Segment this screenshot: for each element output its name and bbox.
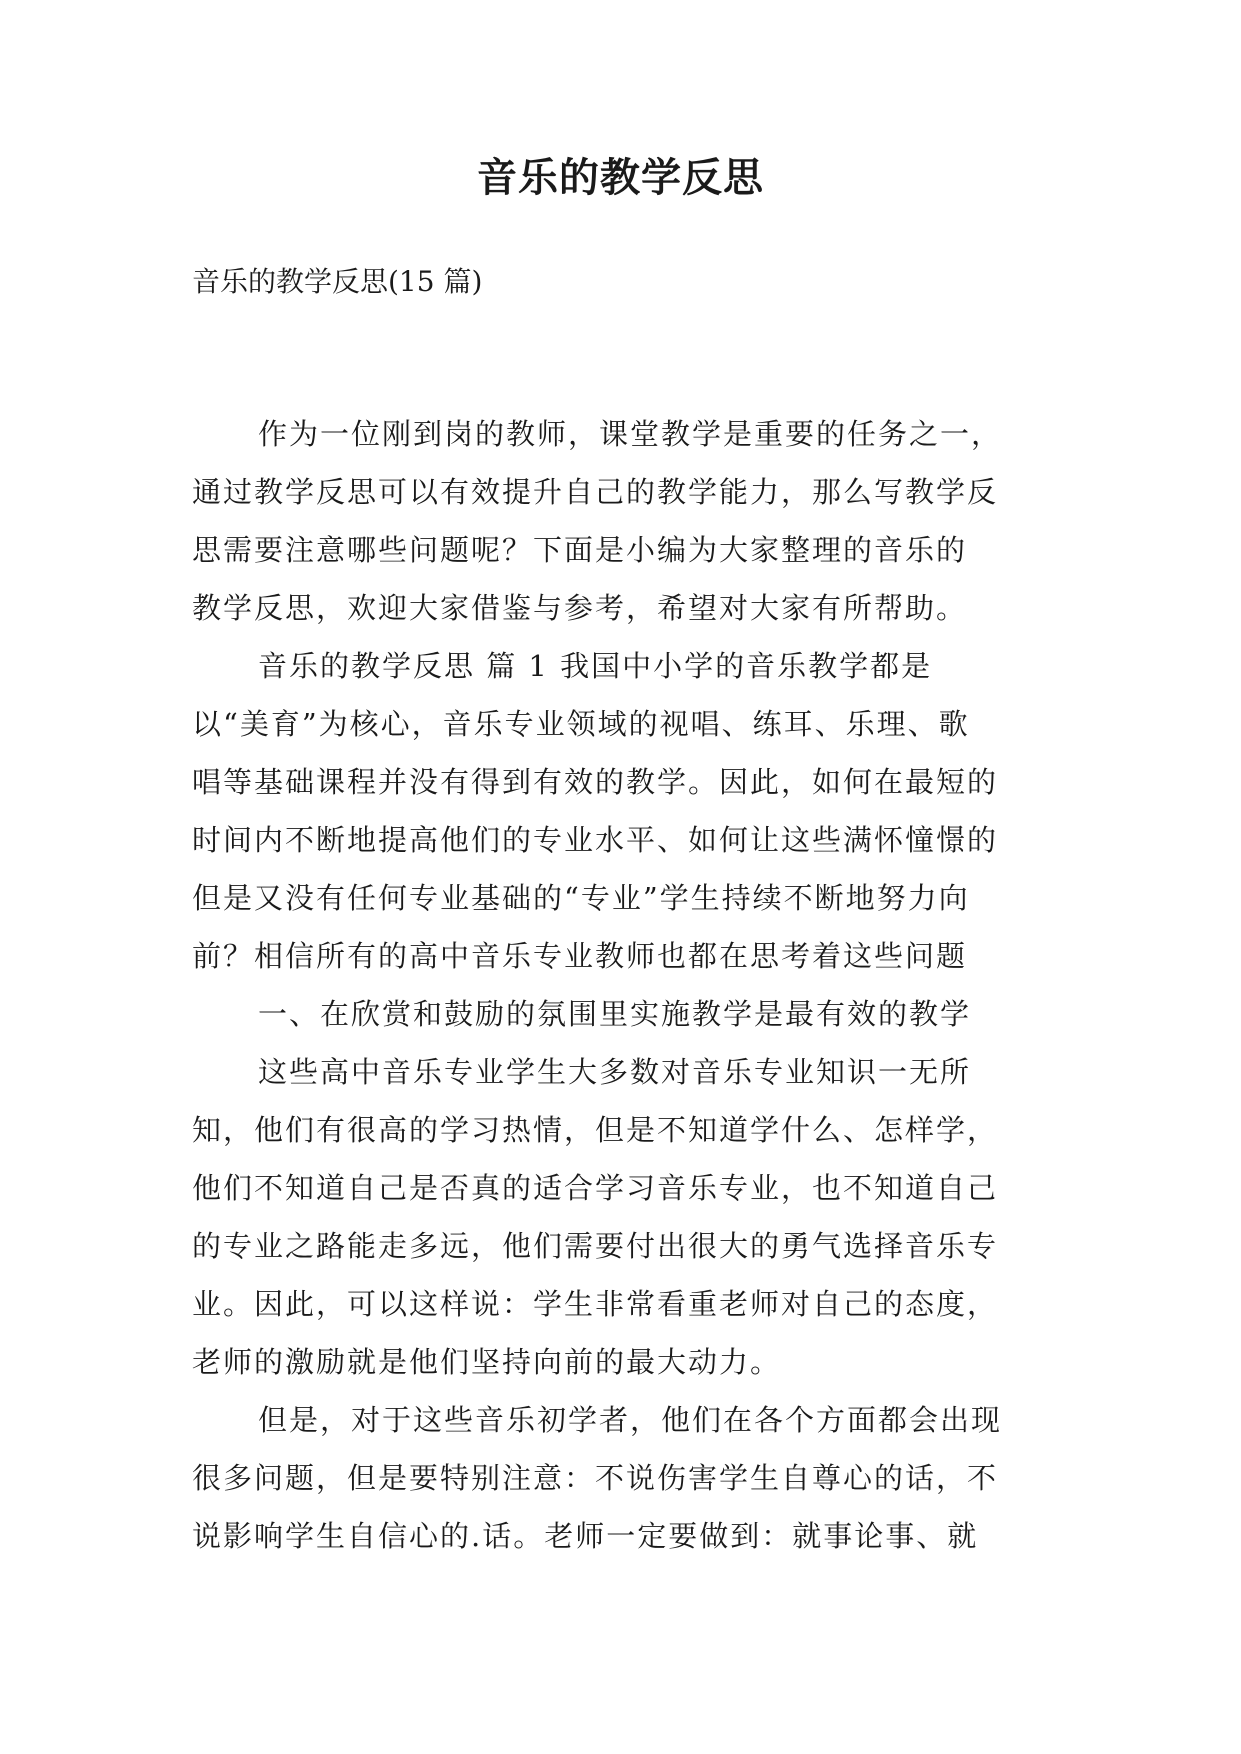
body-line: 很多问题，但是要特别注意：不说伤害学生自尊心的话，不 (192, 1461, 999, 1495)
body-line: 这些高中音乐专业学生大多数对音乐专业知识一无所 (258, 1055, 972, 1089)
body-line: 音乐的教学反思 篇 1 我国中小学的音乐教学都是 (258, 649, 933, 683)
body-line: 前？相信所有的高中音乐专业教师也都在思考着这些问题 (192, 939, 968, 973)
body-line: 作为一位刚到岗的教师，课堂教学是重要的任务之一， (258, 417, 1003, 451)
body-line: 时间内不断地提高他们的专业水平、如何让这些满怀憧憬的 (192, 823, 999, 857)
body-line: 业。因此，可以这样说：学生非常看重老师对自己的态度， (192, 1287, 999, 1321)
body-line: 知，他们有很高的学习热情，但是不知道学什么、怎样学， (192, 1113, 999, 1147)
body-line: 他们不知道自己是否真的适合学习音乐专业，也不知道自己 (192, 1171, 999, 1205)
body-line: 一、在欣赏和鼓励的氛围里实施教学是最有效的教学 (258, 997, 972, 1031)
body-line: 的专业之路能走多远，他们需要付出很大的勇气选择音乐专 (192, 1229, 999, 1263)
body-line: 但是又没有任何专业基础的“专业”学生持续不断地努力向 (192, 881, 970, 915)
document-title: 音乐的教学反思 (477, 155, 764, 201)
body-line: 但是，对于这些音乐初学者，他们在各个方面都会出现 (258, 1403, 1003, 1437)
body-line: 通过教学反思可以有效提升自己的教学能力，那么写教学反 (192, 475, 999, 509)
document-subtitle: 音乐的教学反思(15 篇) (192, 265, 483, 298)
body-line: 以“美育”为核心，音乐专业领域的视唱、练耳、乐理、歌 (192, 707, 970, 741)
body-line: 唱等基础课程并没有得到有效的教学。因此，如何在最短的 (192, 765, 999, 799)
body-line: 老师的激励就是他们坚持向前的最大动力。 (192, 1345, 782, 1379)
body-line: 说影响学生自信心的.话。老师一定要做到：就事论事、就 (192, 1519, 979, 1553)
body-line: 思需要注意哪些问题呢？下面是小编为大家整理的音乐的 (192, 533, 968, 567)
body-line: 教学反思，欢迎大家借鉴与参考，希望对大家有所帮助。 (192, 591, 968, 625)
document-body (192, 405, 1052, 1565)
